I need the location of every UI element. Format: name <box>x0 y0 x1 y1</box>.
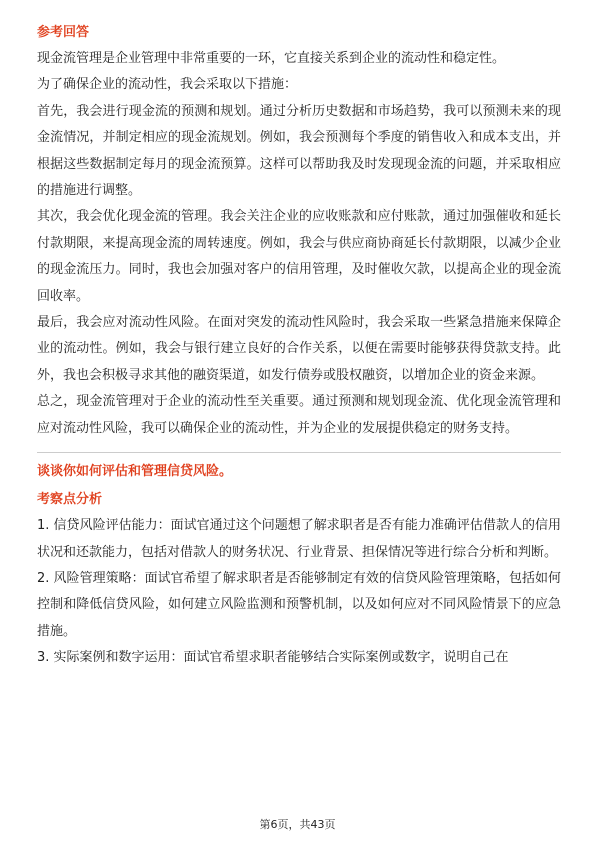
answer-paragraph: 其次，我会优化现金流的管理。我会关注企业的应收账款和应付账款，通过加强催收和延长付款期限，来提高现金流的周转速度。例如，我会与供应商协商延长付款期限，以减少企业的现金流压力。同时，我也会加强对客户的信用管理，及时催收欠款，以提高企业的现金流回收率。 <box>37 209 561 304</box>
analysis-heading: 考察点分析 <box>37 492 103 508</box>
answer-paragraph: 最后，我会应对流动性风险。在面对突发的流动性风险时，我会采取一些紧急措施来保障企业的流动性。例如，我会与银行建立良好的合作关系，以便在需要时能够获得贷款支持。此外，我也会积极寻求其他的融资渠道，如发行债券或股权融资，以增加企业的资金来源。 <box>37 315 561 383</box>
page-number: 第6页，共43页 <box>259 818 336 831</box>
document-body <box>37 20 561 672</box>
section-divider <box>37 452 561 453</box>
answer-heading: 参考回答 <box>37 25 90 40</box>
analysis-point: 3. 实际案例和数字运用：面试官希望求职者能够结合实际案例或数字，说明自己在 <box>37 650 509 666</box>
answer-paragraph: 现金流管理是企业管理中非常重要的一环，它直接关系到企业的流动性和稳定性。 <box>37 51 506 66</box>
analysis-point: 1. 信贷风险评估能力：面试官通过这个问题想了解求职者是否有能力准确评估借款人的信用状况和还款能力，包括对借款人的财务状况、行业背景、担保情况等进行综合分析和判断。 <box>37 518 561 560</box>
answer-paragraph: 为了确保企业的流动性，我会采取以下措施： <box>37 77 298 93</box>
analysis-point: 2. 风险管理策略：面试官希望了解求职者是否能够制定有效的信贷风险管理策略，包括如何控制和降低信贷风险，如何建立风险监测和预警机制，以及如何应对不同风险情景下的应急措施。 <box>37 570 561 639</box>
question-title: 谈谈你如何评估和管理信贷风险。 <box>37 464 233 480</box>
answer-paragraph: 首先，我会进行现金流的预测和规划。通过分析历史数据和市场趋势，我可以预测未来的现金流情况，并制定相应的现金流规划。例如，我会预测每个季度的销售收入和成本支出，并根据这些数据制定每月的现金流预算。这样可以帮助我及时发现现金流的问题，并采取相应的措施进行调整。 <box>37 103 561 199</box>
answer-paragraph: 总之，现金流管理对于企业的流动性至关重要。通过预测和规划现金流、优化现金流管理和应对流动性风险，我可以确保企业的流动性，并为企业的发展提供稳定的财务支持。 <box>37 394 561 436</box>
